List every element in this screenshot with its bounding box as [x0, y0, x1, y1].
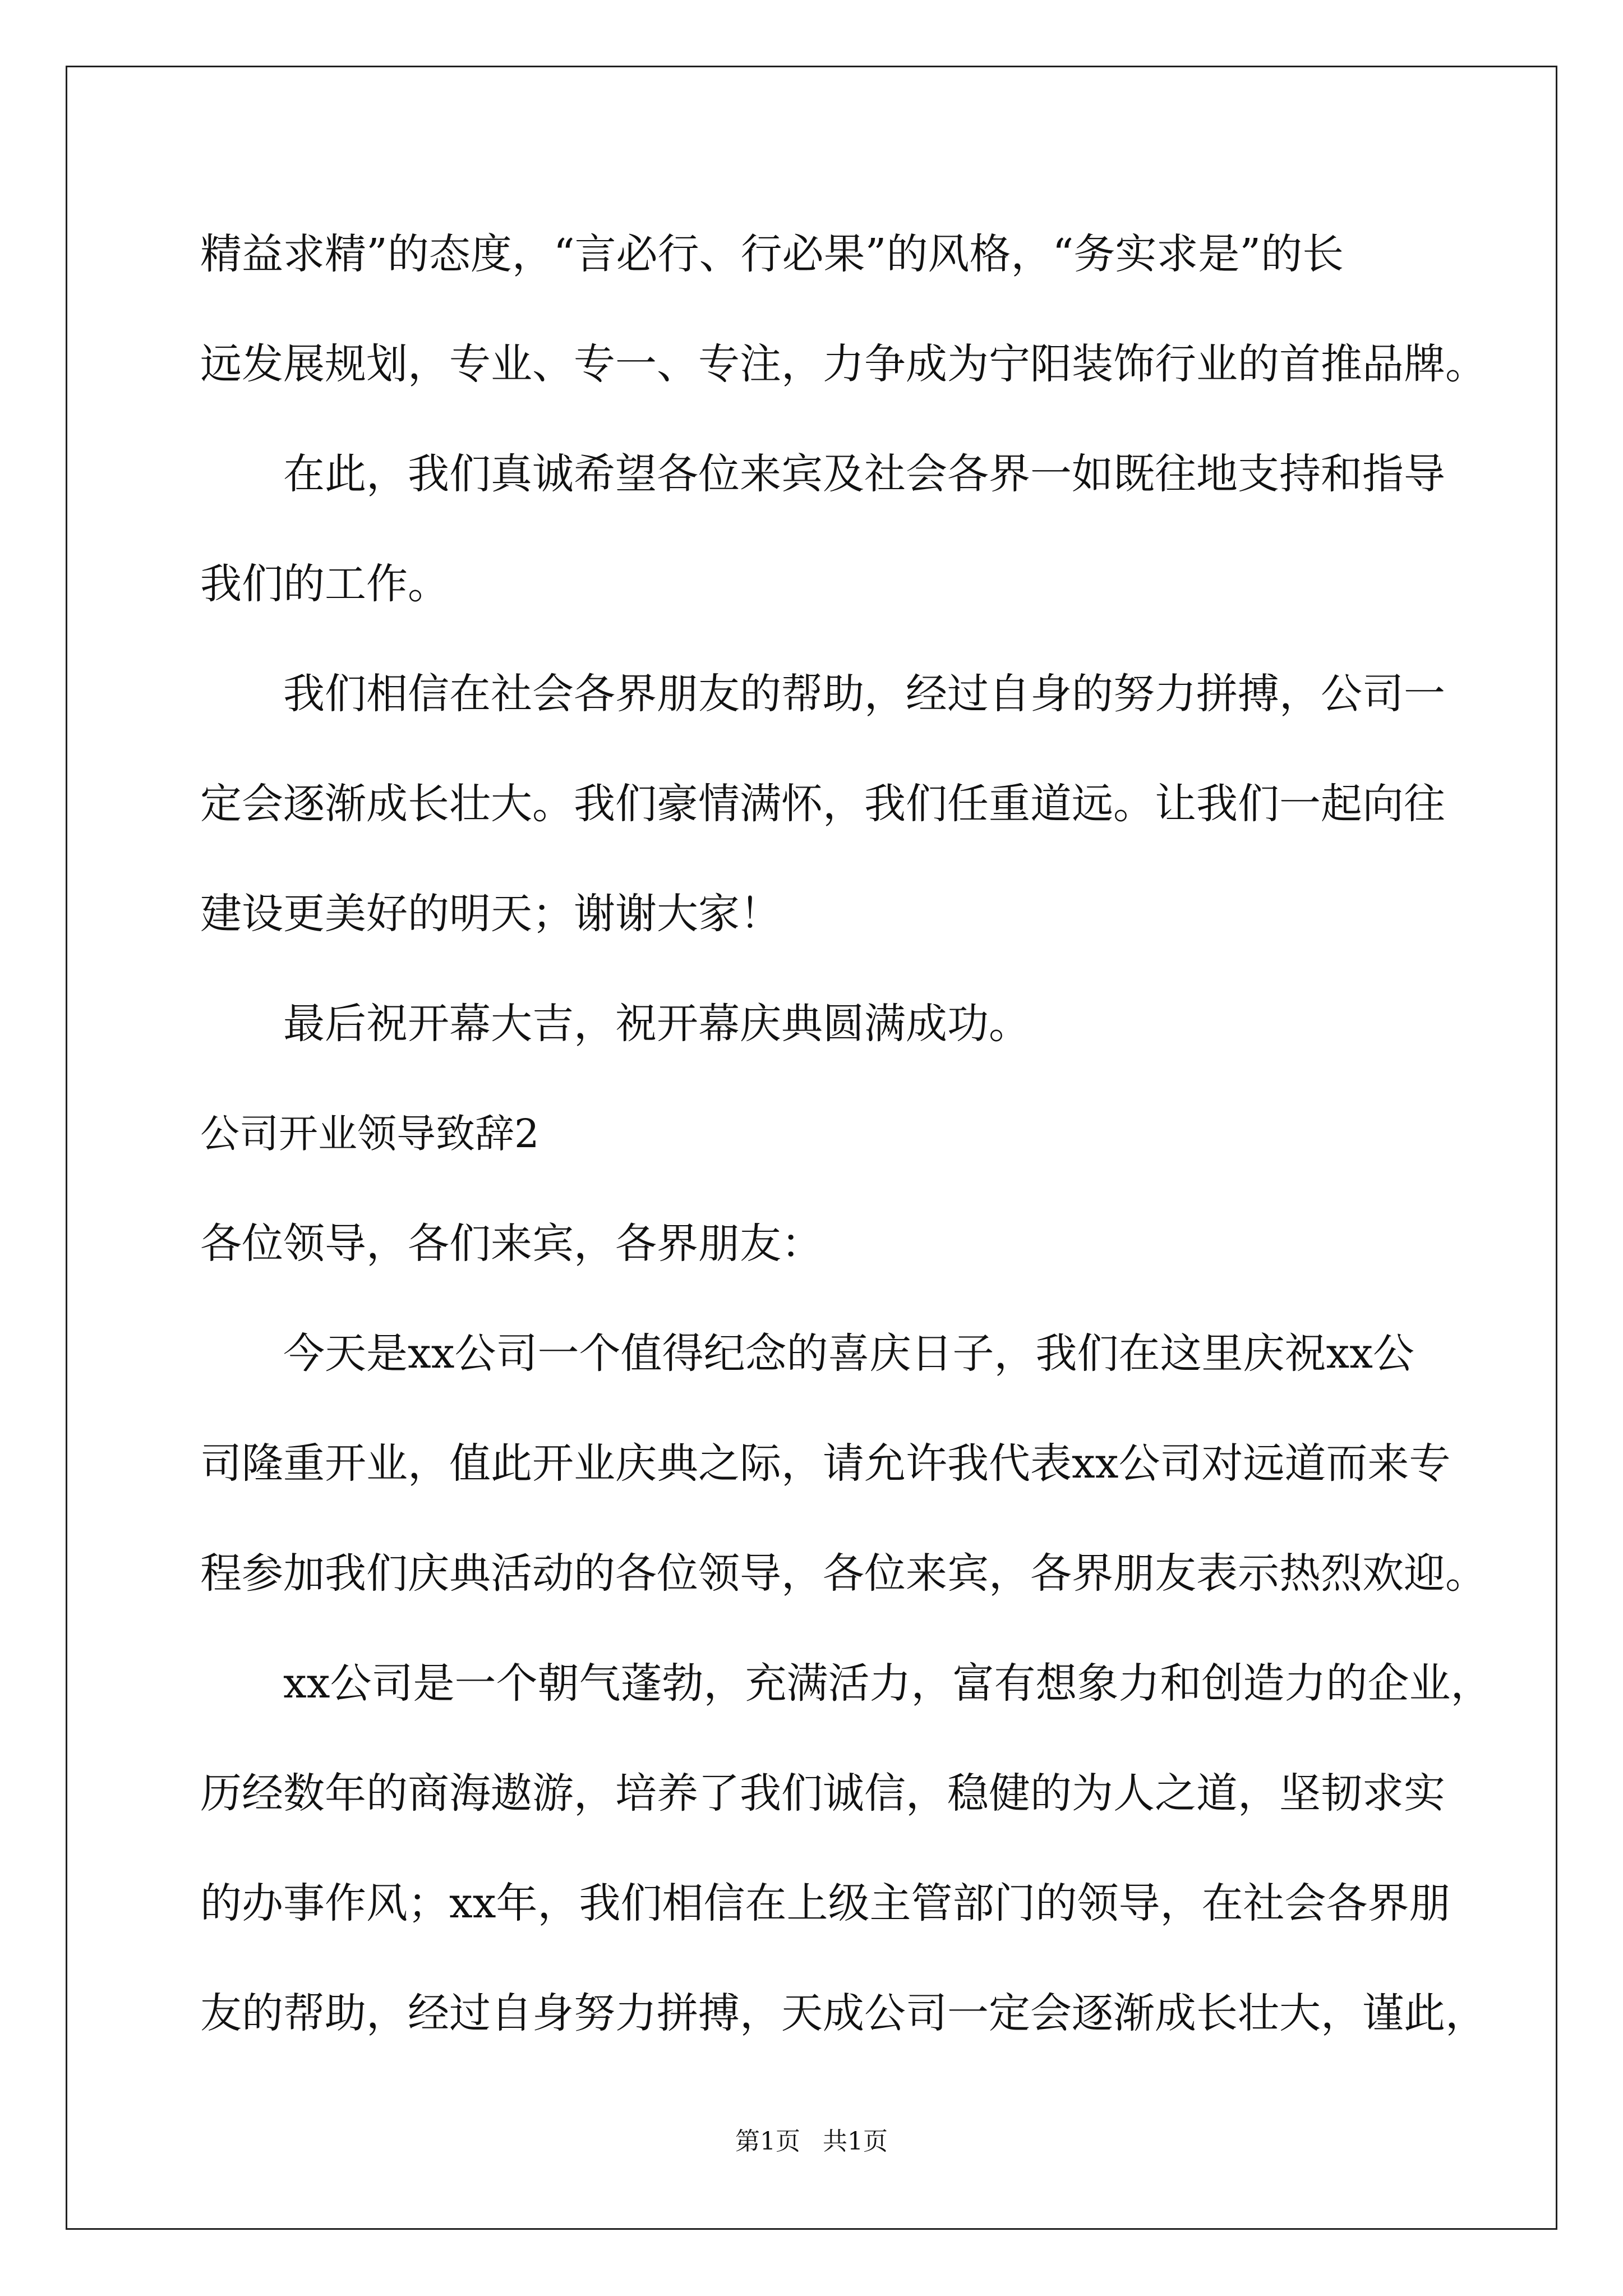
document-body — [200, 199, 1492, 2068]
text-line: 程参加我们庆典活动的各位领导，各位来宾，各界朋友表示热烈欢迎。 — [200, 1549, 1487, 1598]
text-line: 历经数年的商海遨游，培养了我们诚信，稳健的为人之道，坚韧求实 — [200, 1769, 1445, 1818]
page-number-current: 第1页 — [735, 2127, 800, 2156]
text-line: 司隆重开业，值此开业庆典之际，请允许我代表xx公司对远道而来专 — [200, 1439, 1451, 1488]
page-footer — [0, 2125, 1623, 2159]
text-line: 友的帮助，经过自身努力拼搏，天成公司一定会逐渐成长壮大，谨此， — [200, 1989, 1487, 2037]
text-line: 定会逐渐成长壮大。我们豪情满怀，我们任重道远。让我们一起向往 — [200, 780, 1445, 828]
section-heading: 公司开业领导致辞2 — [200, 1111, 540, 1157]
text-line: 我们相信在社会各界朋友的帮助，经过自身的努力拼搏，公司一 — [283, 670, 1445, 718]
text-line: 的办事作风；xx年，我们相信在上级主管部门的领导，在社会各界朋 — [200, 1879, 1451, 1927]
text-line: 远发展规划，专业、专一、专注，力争成为宁阳装饰行业的首推品牌。 — [200, 340, 1487, 388]
text-line: 各位领导，各们来宾，各界朋友： — [200, 1220, 823, 1268]
text-line: 今天是xx公司一个值得纪念的喜庆日子，我们在这里庆祝xx公 — [283, 1329, 1414, 1378]
text-line: xx公司是一个朝气蓬勃，充满活力，富有想象力和创造力的企业， — [283, 1659, 1492, 1708]
page-number-total: 共1页 — [823, 2127, 888, 2156]
text-line: 精益求精”的态度，“言必行、行必果”的风格，“务实求是”的长 — [200, 230, 1344, 278]
text-line: 我们的工作。 — [200, 560, 449, 608]
text-line: 最后祝开幕大吉，祝开幕庆典圆满成功。 — [283, 1000, 1030, 1048]
text-line: 建设更美好的明天；谢谢大家！ — [200, 890, 781, 938]
text-line: 在此，我们真诚希望各位来宾及社会各界一如既往地支持和指导 — [283, 450, 1445, 498]
